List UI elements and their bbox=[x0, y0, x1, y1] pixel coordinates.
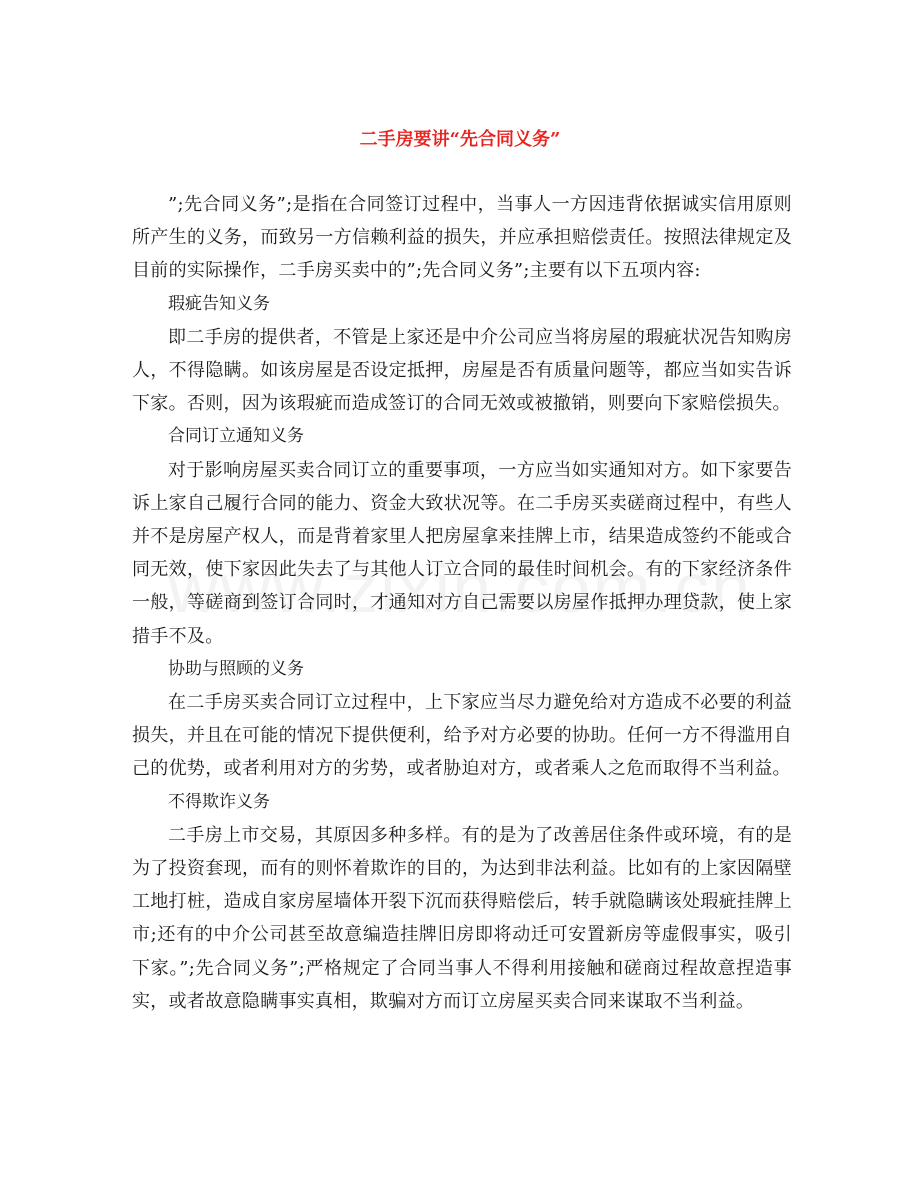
section-heading-assistance: 协助与照顾的义务 bbox=[168, 658, 304, 679]
section-heading-no-fraud: 不得欺诈义务 bbox=[168, 791, 270, 812]
section-heading-defect-disclosure: 瑕疵告知义务 bbox=[168, 293, 270, 314]
intro-paragraph: ”;先合同义务”;是指在合同签订过程中，当事人一方因违背依据诚实信用原则所产生的义务，而致另一方信赖利益的损失，并应承担赔偿责任。按照法律规定及目前的实际操作，二手房买卖中的”;先合同义务”;主要有以下五项内容: bbox=[132, 194, 792, 282]
document-title: 二手房要讲“先合同义务” bbox=[359, 129, 561, 150]
section-text-defect-disclosure: 即二手房的提供者，不管是上家还是中介公司应当将房屋的瑕疵状况告知购房人，不得隐瞒。如该房屋是否设定抵押，房屋是否有质量问题等，都应当如实告诉下家。否则，因为该瑕疵而造成签订的合同无效或被撤销，则要向下家赔偿损失。 bbox=[132, 326, 792, 415]
section-heading-contract-notification: 合同订立通知义务 bbox=[168, 426, 304, 447]
section-text-no-fraud: 二手房上市交易，其原因多种多样。有的是为了改善居住条件或环境，有的是为了投资套现，而有的则怀着欺诈的目的，为达到非法利益。比如有的上家因隔壁工地打桩，造成自家房屋墙体开裂下沉而获得赔偿后，转手就隐瞒该处瑕疵挂牌上市;还有的中介公司甚至故意编造挂牌旧房即将动迁可安置新房等虚假事实，吸引下家。”;先合同义务”;严格规定了合同当事人不得利用接触和磋商过程故意捏造事实，或者故意隐瞒事实真相，欺骗对方而订立房屋买卖合同来谋取不当利益。 bbox=[132, 824, 792, 1012]
document-body bbox=[132, 188, 792, 1018]
section-text-contract-notification: 对于影响房屋买卖合同订立的重要事项，一方应当如实通知对方。如下家要告诉上家自己履行合同的能力、资金大致状况等。在二手房买卖磋商过程中，有些人并不是房屋产权人，而是背着家里人把房屋拿来挂牌上市，结果造成签约不能或合同无效，使下家因此失去了与其他人订立合同的最佳时间机会。有的下家经济条件一般，等磋商到签订合同时，才通知对方自己需要以房屋作抵押办理贷款，使上家措手不及。 bbox=[132, 459, 792, 647]
section-text-assistance: 在二手房买卖合同订立过程中，上下家应当尽力避免给对方造成不必要的利益损失，并且在可能的情况下提供便利，给予对方必要的协助。任何一方不得滥用自己的优势，或者利用对方的劣势，或者胁迫对方，或者乘人之危而取得不当利益。 bbox=[132, 692, 792, 780]
